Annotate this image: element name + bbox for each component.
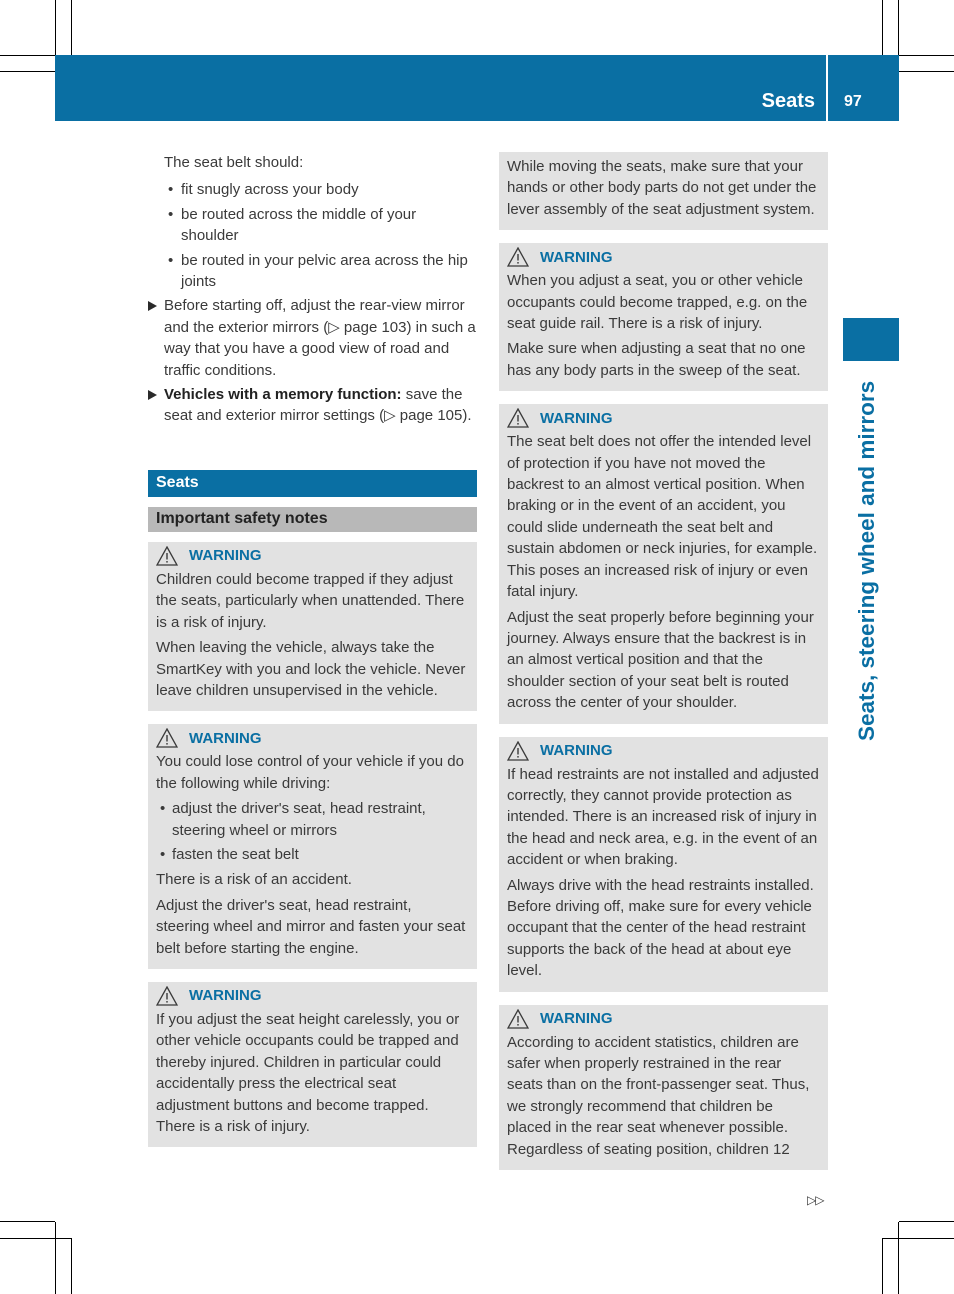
step-arrow-icon xyxy=(148,301,157,311)
instruction-step xyxy=(148,384,477,427)
belt-intro: The seat belt should: xyxy=(164,154,304,171)
page-number: 97 xyxy=(844,93,862,110)
warning-text: Make sure when adjusting a seat that no one has any body parts in the sweep of the seat. xyxy=(507,340,806,379)
warning-text: If you adjust the seat height carelessly, you or other vehicle occupants could be trapped and thereby injured. Children in particular could accidentally press the electrical seat adjustment buttons and become trapped. There is a risk of injury. xyxy=(156,1010,460,1135)
warning-text: There is a risk of an accident. xyxy=(156,871,352,889)
warning-header xyxy=(507,246,820,268)
list-item: • fasten the seat belt xyxy=(160,844,469,865)
warning-label: WARNING xyxy=(189,987,262,1005)
warning-triangle-icon xyxy=(156,546,178,566)
warning-bullets xyxy=(156,798,469,865)
list-item: • fit snugly across your body xyxy=(168,179,477,200)
warning-header xyxy=(156,727,469,749)
crop-mark xyxy=(71,0,72,55)
warning-header xyxy=(156,985,469,1007)
warning-box xyxy=(148,724,477,969)
warning-text: Adjust the driver's seat, head restraint, steering wheel and mirror and fasten your seat belt before starting the engine. xyxy=(156,896,466,957)
step-arrow-icon xyxy=(148,390,157,400)
instruction-step xyxy=(148,295,477,381)
right-column xyxy=(499,152,828,1183)
warning-text: Adjust the seat properly before beginning your journey. Always ensure that the backrest is in an almost vertical position and that the shoulder section of your seat belt is routed across the center of your shoulder. xyxy=(507,608,814,712)
crop-mark xyxy=(898,0,899,55)
crop-mark xyxy=(899,71,954,72)
warning-box xyxy=(499,243,828,391)
warning-box xyxy=(499,737,828,992)
step-bold-label: Vehicles with a memory function: xyxy=(164,386,402,404)
list-item: • be routed in your pelvic area across the hip joints xyxy=(168,250,477,293)
warning-text: Always drive with the head restraints installed. Before driving off, make sure for every vehicle occupant that the center of the head restraint supports the back of the head at about eye level. xyxy=(507,876,814,980)
warning-header xyxy=(507,1008,820,1030)
note-box xyxy=(499,152,828,230)
warning-text: If head restraints are not installed and adjusted correctly, they cannot provide protection as intended. There is an increased risk of injury in the head and neck area, e.g. in the event of an accident or when braking. xyxy=(507,765,819,869)
warning-label: WARNING xyxy=(540,741,613,759)
note-text: While moving the seats, make sure that your hands or other body parts do not get under the lever assembly of the seat adjustment system. xyxy=(507,158,817,218)
header-divider xyxy=(826,55,828,121)
left-column xyxy=(148,152,477,1160)
crop-mark xyxy=(882,1238,954,1239)
crop-mark xyxy=(882,0,883,55)
crop-mark xyxy=(0,71,55,72)
crop-mark xyxy=(882,1238,883,1294)
crop-mark xyxy=(55,0,56,55)
crop-mark xyxy=(55,1222,56,1294)
continue-marker: ▷▷ xyxy=(807,1193,824,1207)
warning-box xyxy=(499,404,828,723)
warning-text: According to accident statistics, children are safer when properly restrained in the rear seats than on the front-passenger seat. Thus, we strongly recommend that children be placed in the rear seat whenever possible. Regardless of seating position, children 12 xyxy=(507,1033,810,1158)
warning-label: WARNING xyxy=(189,547,262,565)
warning-box xyxy=(148,982,477,1147)
list-item: • adjust the driver's seat, head restraint, steering wheel or mirrors xyxy=(160,798,469,841)
warning-triangle-icon xyxy=(507,247,529,267)
subsection-heading: Important safety notes xyxy=(148,507,477,532)
warning-triangle-icon xyxy=(507,1009,529,1029)
belt-points-list xyxy=(148,179,477,292)
header-title: Seats xyxy=(761,90,815,112)
list-item: • be routed across the middle of your shoulder xyxy=(168,204,477,247)
warning-triangle-icon xyxy=(507,408,529,428)
warning-text: The seat belt does not offer the intended level of protection if you have not moved the backrest to an almost vertical position. When braking or in the event of an accident, you could slide underneath the seat belt and sustain abdomen or neck injuries, for example. This poses an increased risk of injury or even fatal injury. xyxy=(507,433,818,601)
warning-text: Children could become trapped if they adjust the seats, particularly when unattended. There is a risk of injury. xyxy=(156,570,465,631)
warning-label: WARNING xyxy=(540,248,613,266)
crop-mark xyxy=(899,1221,954,1222)
page-header xyxy=(55,55,899,121)
crop-mark xyxy=(0,55,55,56)
warning-box xyxy=(148,542,477,711)
warning-text: You could lose control of your vehicle if you do the following while driving: xyxy=(156,753,464,792)
warning-triangle-icon xyxy=(156,986,178,1006)
warning-text: When leaving the vehicle, always take the SmartKey with you and lock the vehicle. Never leave children unsupervised in the vehicle. xyxy=(156,639,466,699)
crop-mark xyxy=(899,55,954,56)
warning-text: When you adjust a seat, you or other vehicle occupants could become trapped, e.g. on the seat guide rail. There is a risk of injury. xyxy=(507,272,808,333)
crop-mark xyxy=(0,1238,71,1239)
warning-header xyxy=(156,545,469,567)
warning-triangle-icon xyxy=(156,728,178,748)
crop-mark xyxy=(0,1221,55,1222)
section-heading-seats: Seats xyxy=(148,470,477,497)
step-text: save the seat and exterior mirror settings (▷ page 105). xyxy=(164,386,472,425)
warning-box xyxy=(499,1005,828,1170)
crop-mark xyxy=(898,1222,899,1294)
crop-mark xyxy=(71,1238,72,1294)
step-text: Before starting off, adjust the rear-view mirror and the exterior mirrors (▷ page 103) in such a way that you have a good view of road and traffic conditions. xyxy=(164,297,476,379)
side-thumb-tab xyxy=(843,318,899,361)
warning-label: WARNING xyxy=(189,729,262,747)
warning-header xyxy=(507,407,820,429)
warning-label: WARNING xyxy=(540,1009,613,1027)
warning-header xyxy=(507,740,820,762)
warning-label: WARNING xyxy=(540,409,613,427)
side-chapter-title: Seats, steering wheel and mirrors xyxy=(854,380,879,741)
instruction-steps xyxy=(148,295,477,426)
warning-triangle-icon xyxy=(507,741,529,761)
